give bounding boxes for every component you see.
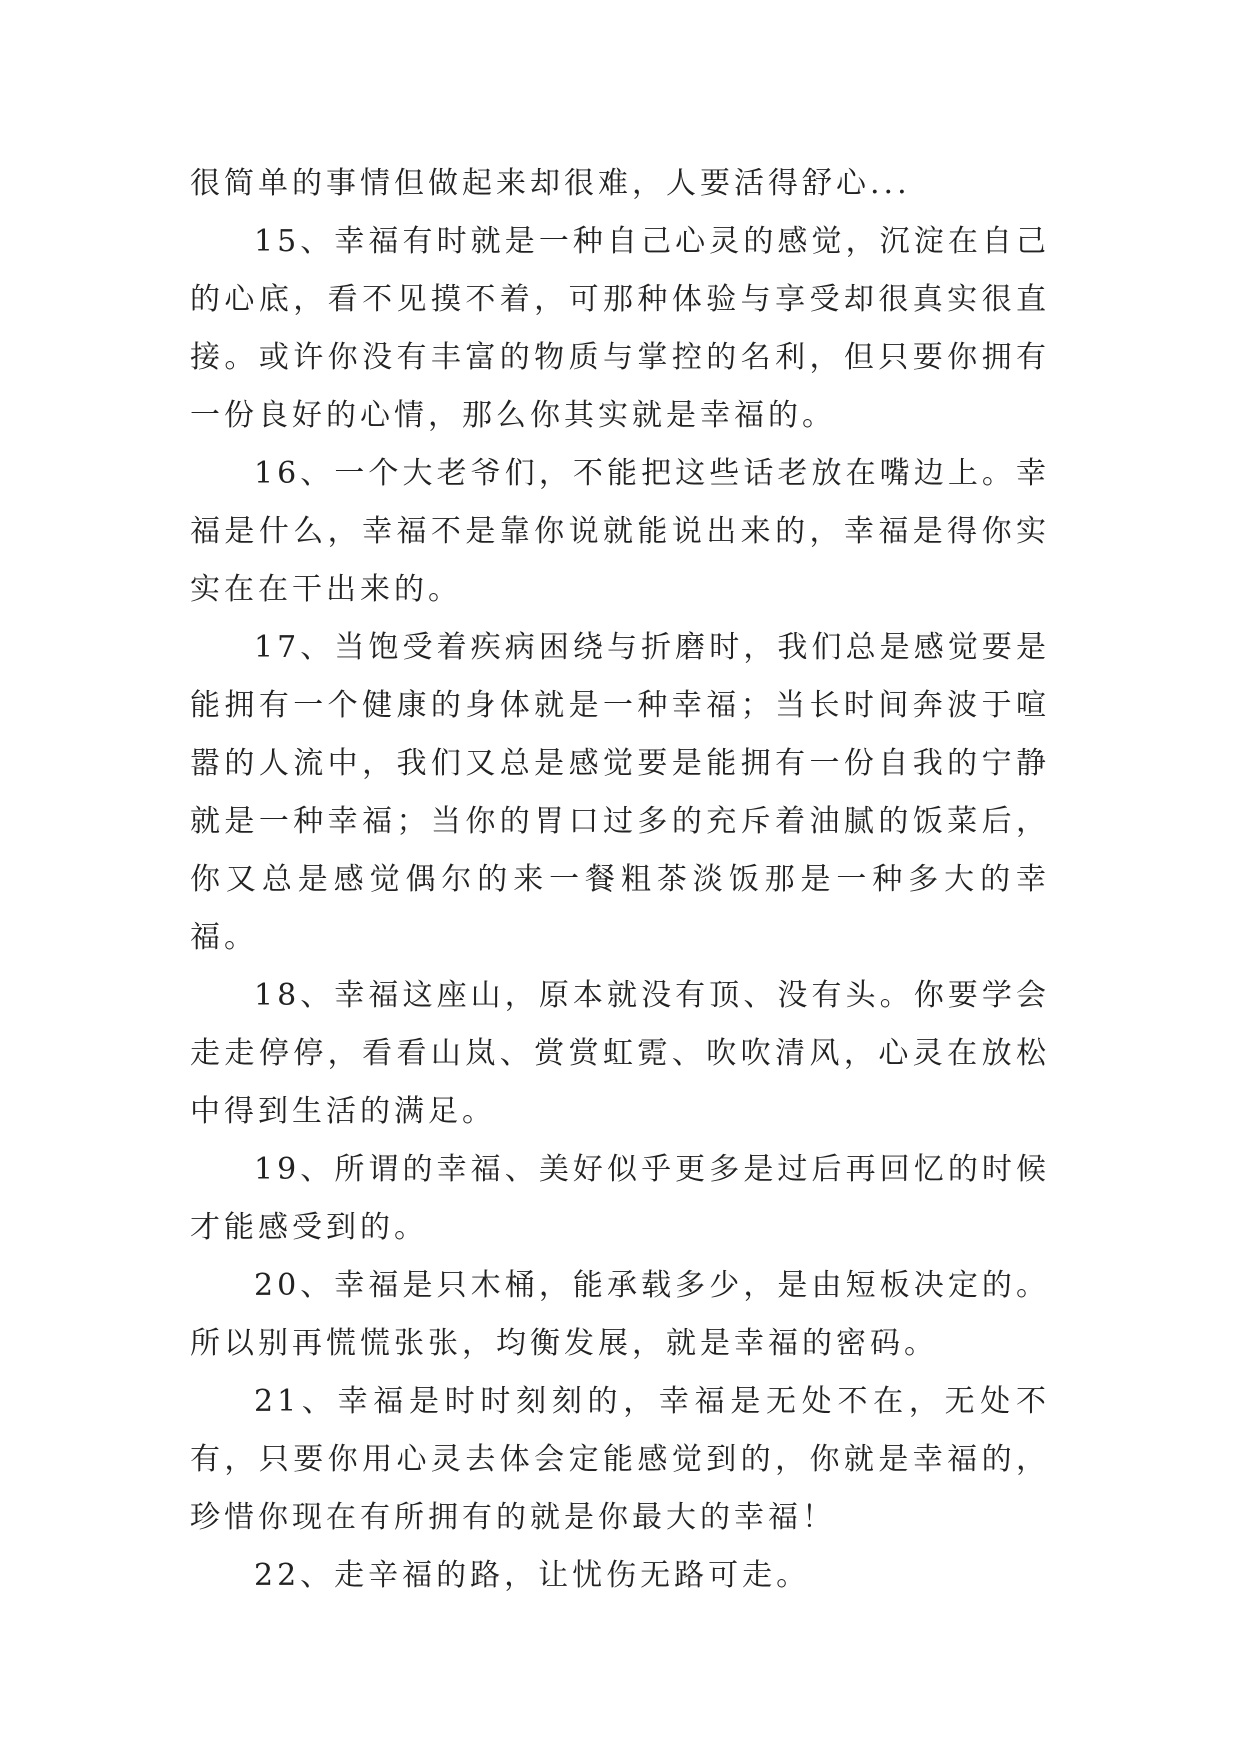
paragraph-continuation: 很简单的事情但做起来却很难，人要活得舒心... (190, 166, 911, 201)
document-body (190, 155, 1050, 1605)
paragraph-16: 16、一个大老爷们，不能把这些话老放在嘴边上。幸福是什么，幸福不是靠你说就能说出来的，幸福是得你实实在在干出来的。 (190, 456, 1050, 607)
paragraph-19: 19、所谓的幸福、美好似乎更多是过后再回忆的时候才能感受到的。 (190, 1152, 1050, 1245)
paragraph-21: 21、幸福是时时刻刻的，幸福是无处不在，无处不有，只要你用心灵去体会定能感觉到的，你就是幸福的，珍惜你现在有所拥有的就是你最大的幸福！ (190, 1384, 1050, 1535)
paragraph-18: 18、幸福这座山，原本就没有顶、没有头。你要学会走走停停，看看山岚、赏赏虹霓、吹吹清风，心灵在放松中得到生活的满足。 (190, 978, 1050, 1129)
paragraph-17: 17、当饱受着疾病困绕与折磨时，我们总是感觉要是能拥有一个健康的身体就是一种幸福；当长时间奔波于喧嚣的人流中，我们又总是感觉要是能拥有一份自我的宁静就是一种幸福；当你的胃口过多的充斥着油腻的饭菜后，你又总是感觉偶尔的来一餐粗茶淡饭那是一种多大的幸福。 (190, 630, 1050, 955)
paragraph-20: 20、幸福是只木桶，能承载多少，是由短板决定的。所以别再慌慌张张，均衡发展，就是幸福的密码。 (190, 1268, 1050, 1361)
paragraph-15: 15、幸福有时就是一种自己心灵的感觉，沉淀在自己的心底，看不见摸不着，可那种体验与享受却很真实很直接。或许你没有丰富的物质与掌控的名利，但只要你拥有一份良好的心情，那么你其实就是幸福的。 (190, 224, 1050, 433)
paragraph-22: 22、走辛福的路，让忧伤无路可走。 (254, 1558, 811, 1593)
